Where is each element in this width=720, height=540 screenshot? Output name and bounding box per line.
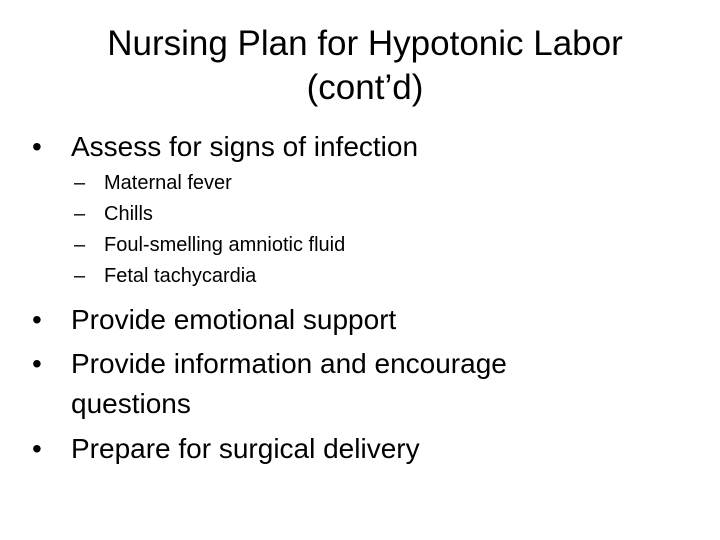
slide-title-line-2: (cont’d) <box>306 68 424 107</box>
bullet-marker: • <box>32 304 42 335</box>
bullet-text: Provide information and encourage <box>71 348 507 379</box>
slide-title-line-1: Nursing Plan for Hypotonic Labor <box>107 24 623 63</box>
bullet-text: Assess for signs of infection <box>71 131 419 162</box>
subbullet-marker: – <box>74 265 86 287</box>
subbullet-marker: – <box>74 172 86 194</box>
subbullet-text: Foul-smelling amniotic fluid <box>104 234 346 256</box>
bullet-marker: • <box>32 433 42 464</box>
bullet-text: questions <box>71 388 191 419</box>
bullet-marker: • <box>32 348 42 379</box>
subbullet-text: Chills <box>104 203 153 225</box>
subbullet-marker: – <box>74 234 86 256</box>
bullet-marker: • <box>32 131 42 162</box>
subbullet-marker: – <box>74 203 86 225</box>
subbullet-text: Fetal tachycardia <box>104 265 257 287</box>
slide-title <box>40 22 690 110</box>
bullet-text: Provide emotional support <box>71 304 397 335</box>
subbullet-text: Maternal fever <box>104 172 232 194</box>
bullet-text: Prepare for surgical delivery <box>71 433 420 464</box>
